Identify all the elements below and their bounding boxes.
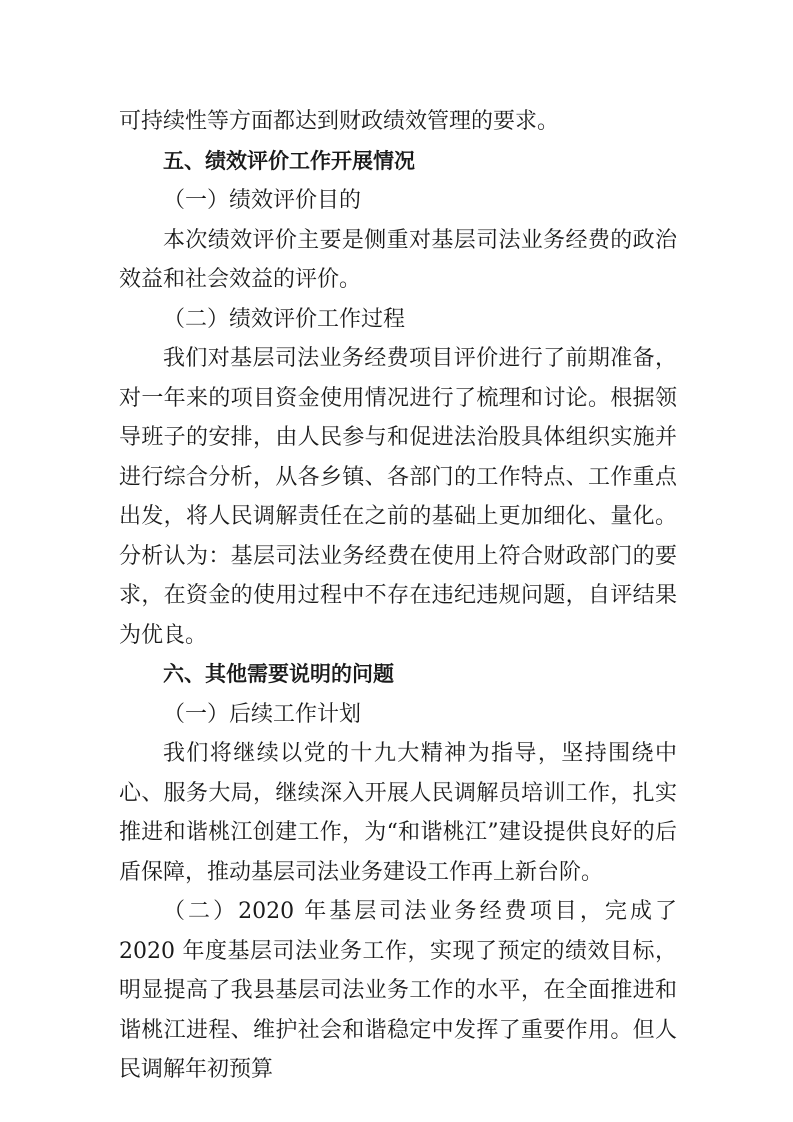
section-heading-five: 五、绩效评价工作开展情况 xyxy=(163,148,415,173)
paragraph-evaluation-purpose: 本次绩效评价主要是侧重对基层司法业务经费的政治效益和社会效益的评价。 xyxy=(119,227,677,292)
paragraph-evaluation-process: 我们对基层司法业务经费项目评价进行了前期准备，对一年来的项目资金使用情况进行了梳理和讨论。根据领导班子的安排，由人民参与和促进法治股具体组织实施并进行综合分析，从各乡镇、各部门的工作特点、工作重点出发，将人民调解责任在之前的基础上更加细化、量化。分析认为：基层司法业务经费在使用上符合财政部门的要求，在资金的使用过程中不存在违纪违规问题，自评结果为优良。 xyxy=(119,346,677,648)
paragraph-follow-up-plan: 我们将继续以党的十九大精神为指导，坚持围绕中心、服务大局，继续深入开展人民调解员培训工作，扎实推进和谐桃江创建工作，为“和谐桃江”建设提供良好的后盾保障，推动基层司法业务建设工作再上新台阶。 xyxy=(119,741,677,885)
paragraph-continuation: 可持续性等方面都达到财政绩效管理的要求。 xyxy=(119,109,560,134)
subheading-evaluation-purpose: （一）绩效评价目的 xyxy=(163,188,362,213)
subheading-evaluation-process: （二）绩效评价工作过程 xyxy=(163,306,406,332)
section-heading-six: 六、其他需要说明的问题 xyxy=(163,662,394,686)
subheading-follow-up-plan: （一）后续工作计划 xyxy=(163,701,362,727)
document-body xyxy=(119,102,677,1090)
paragraph-2020-project: （二）2020 年基层司法业务经费项目，完成了 2020 年度基层司法业务工作，实现了预定的绩效目标，明显提高了我县基层司法业务工作的水平，在全面推进和谐桃江进程、维护社会和谐稳定中发挥了重要作用。但人民调解年初预算 xyxy=(119,899,677,1082)
